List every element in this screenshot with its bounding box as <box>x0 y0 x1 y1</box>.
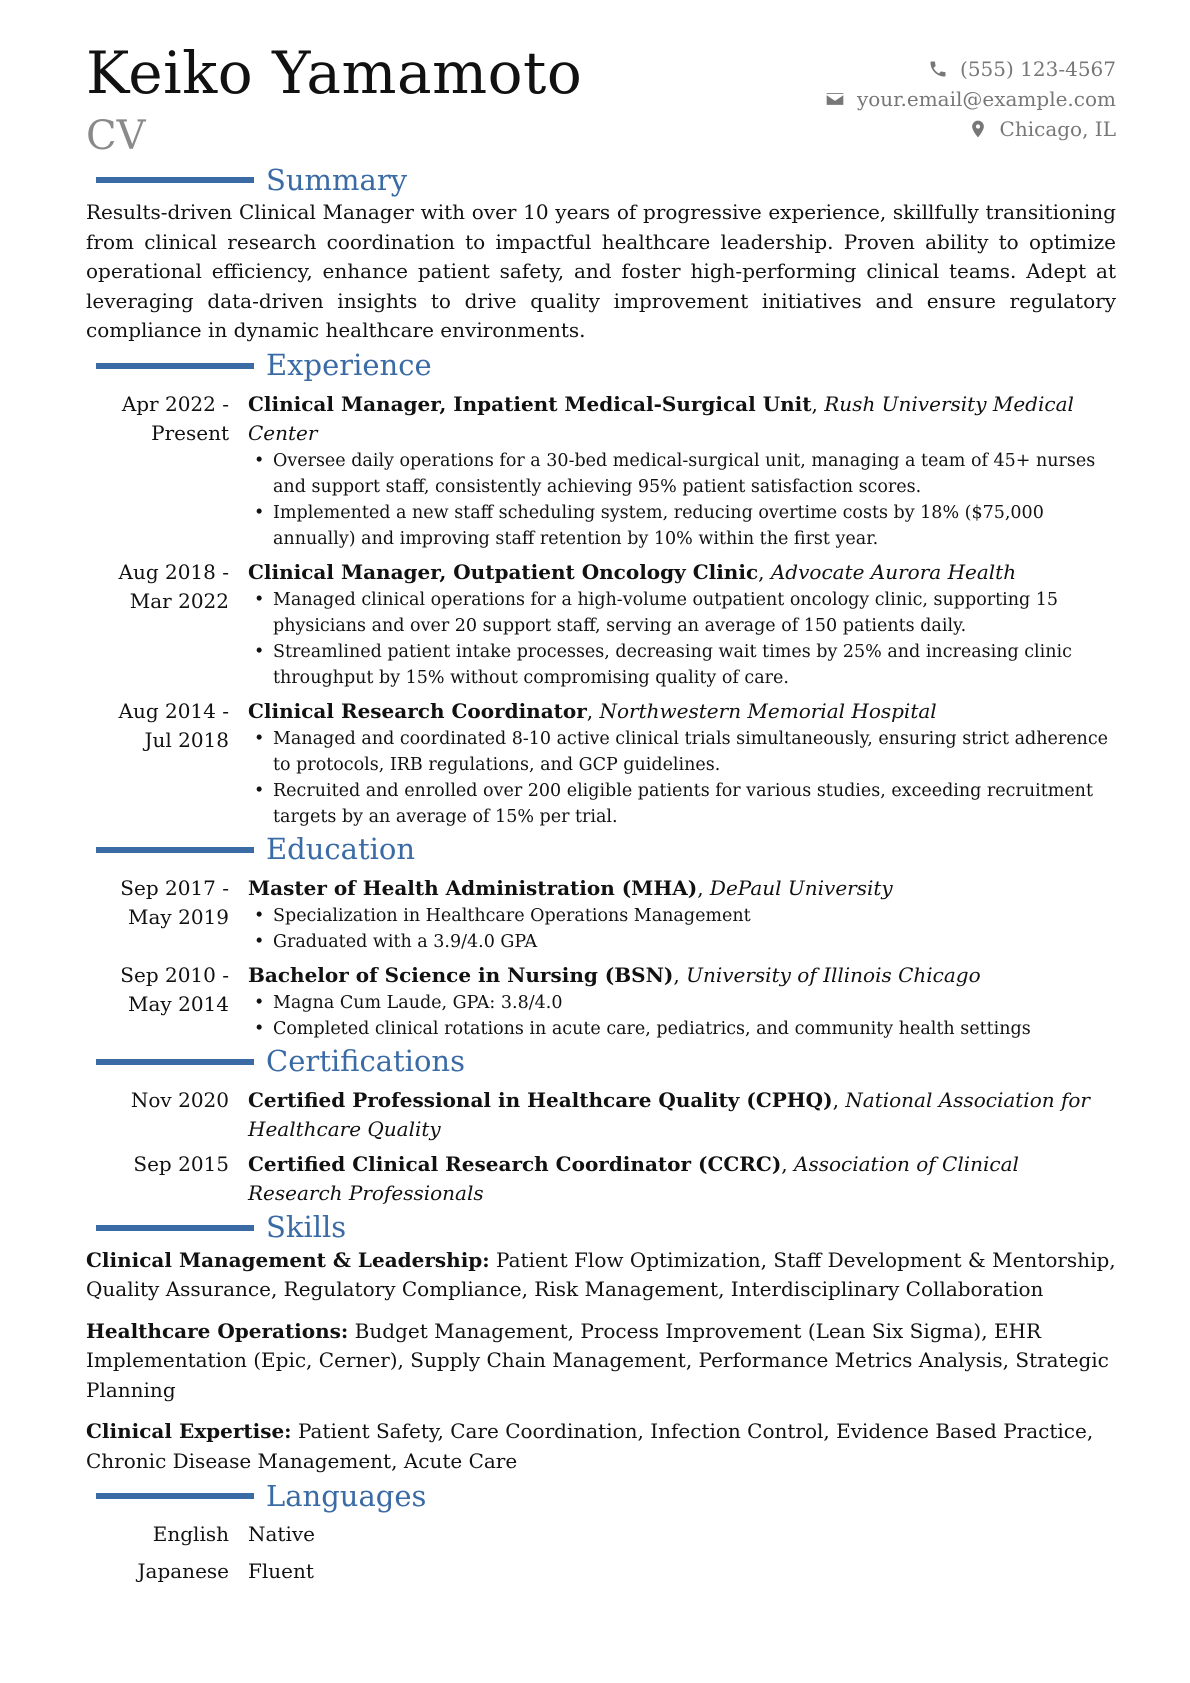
bullet-list <box>248 587 1116 691</box>
entry-heading: Certified Professional in Healthcare Quality (CPHQ), National Association for Healthcare Quality <box>248 1087 1090 1141</box>
section-title: Skills <box>266 1210 347 1244</box>
resume-header <box>86 40 1116 158</box>
phone-icon <box>928 59 948 79</box>
education-entry <box>86 961 1116 1042</box>
list-item: • Recruited and enrolled over 200 eligible patients for various studies, exceeding recruitment targets by an average of 15% per trial. <box>273 778 1116 830</box>
list-item: • Graduated with a 3.9/4.0 GPA <box>273 929 1116 955</box>
skill-group-text: Patient Flow Optimization, Staff Development & Mentorship, Quality Assurance, Regulatory Compliance, Risk Management, Interdisciplinary Collaboration <box>86 1247 1116 1301</box>
skill-group-label: Clinical Expertise: <box>86 1419 292 1443</box>
list-item: • Implemented a new staff scheduling system, reducing overtime costs by 18% ($75,000 annually) and improving staff retention by 10% within the first year. <box>273 500 1116 552</box>
list-item: • Specialization in Healthcare Operations Management <box>273 903 1116 929</box>
organization: Northwestern Memorial Hospital <box>599 698 937 723</box>
section-heading <box>86 832 1116 868</box>
section-rule <box>96 1059 254 1065</box>
entry-date: Apr 2022 - Present <box>121 391 229 445</box>
organization: Advocate Aurora Health <box>770 559 1017 584</box>
envelope-icon <box>825 89 845 109</box>
language-level: Fluent <box>248 1559 314 1583</box>
list-item: • Managed and coordinated 8-10 active clinical trials simultaneously, ensuring strict adherence to protocols, IRB regulations, and GCP guidelines. <box>273 726 1116 778</box>
contact-info <box>825 54 1116 144</box>
section-heading <box>86 162 1116 198</box>
language-name: Japanese <box>137 1559 229 1583</box>
phone-text[interactable]: (555) 123-4567 <box>960 57 1116 81</box>
skill-group <box>86 1317 1116 1406</box>
skill-group <box>86 1417 1116 1476</box>
entry-heading: Certified Clinical Research Coordinator (CCRC), Association of Clinical Research Professionals <box>248 1151 1019 1205</box>
organization: Rush University Medical Center <box>248 391 1074 445</box>
skill-group-label: Clinical Management & Leadership: <box>86 1247 490 1272</box>
degree-title: Master of Health Administration (MHA) <box>248 875 698 900</box>
skills-section <box>86 1210 1116 1477</box>
language-level: Native <box>248 1522 315 1546</box>
section-title: Certifications <box>266 1044 465 1078</box>
list-item: • Oversee daily operations for a 30-bed medical-surgical unit, managing a team of 45+ nurses and support staff, consistently achieving 95% patient satisfaction scores. <box>273 448 1116 500</box>
entry-heading: Bachelor of Science in Nursing (BSN), University of Illinois Chicago <box>248 962 981 987</box>
map-marker-icon <box>968 119 988 139</box>
email-text[interactable]: your.email@example.com <box>856 87 1116 111</box>
language-entry <box>86 1555 1116 1588</box>
entry-date: Aug 2018 - Mar 2022 <box>118 559 229 613</box>
skill-group-label: Healthcare Operations: <box>86 1318 349 1343</box>
language-name: English <box>152 1522 229 1546</box>
issuer: Association of Clinical Research Professionals <box>248 1151 1019 1205</box>
contact-location <box>825 114 1116 144</box>
entry-heading: Master of Health Administration (MHA), DePaul University <box>248 875 893 900</box>
candidate-name: Keiko Yamamoto <box>86 39 583 107</box>
section-title: Experience <box>266 348 432 382</box>
entry-date: Nov 2020 <box>130 1087 229 1112</box>
section-rule <box>96 363 254 369</box>
bullet-list <box>248 990 1116 1042</box>
summary-section <box>86 162 1116 346</box>
contact-phone <box>825 54 1116 84</box>
list-item: • Completed clinical rotations in acute care, pediatrics, and community health settings <box>273 1016 1116 1042</box>
certification-entry <box>86 1086 1116 1144</box>
section-title: Education <box>266 832 416 866</box>
job-title: Clinical Manager, Outpatient Oncology Clinic <box>248 559 759 584</box>
entry-date: Sep 2015 <box>133 1151 229 1176</box>
entry-body <box>248 697 1116 830</box>
education-entry <box>86 874 1116 955</box>
experience-entry <box>86 558 1116 691</box>
entry-heading: Clinical Manager, Outpatient Oncology Clinic, Advocate Aurora Health <box>248 559 1017 584</box>
certification-title: Certified Clinical Research Coordinator (CCRC) <box>248 1151 782 1176</box>
document-subtitle: CV <box>86 113 146 159</box>
section-title: Summary <box>266 162 408 197</box>
institution: University of Illinois Chicago <box>686 962 981 987</box>
entry-date: Sep 2010 - May 2014 <box>120 962 229 1016</box>
education-section <box>86 832 1116 1042</box>
list-item: • Magna Cum Laude, GPA: 3.8/4.0 <box>273 990 1116 1016</box>
experience-entry <box>86 697 1116 830</box>
issuer: National Association for Healthcare Quality <box>248 1087 1090 1141</box>
entry-body <box>248 874 1116 955</box>
section-heading <box>86 348 1116 384</box>
job-title: Clinical Manager, Inpatient Medical-Surgical Unit <box>248 391 812 416</box>
section-heading <box>86 1210 1116 1246</box>
certification-title: Certified Professional in Healthcare Quality (CPHQ) <box>248 1087 833 1112</box>
section-rule <box>96 847 254 853</box>
job-title: Clinical Research Coordinator <box>248 698 587 723</box>
institution: DePaul University <box>709 875 893 900</box>
entry-heading: Clinical Research Coordinator, Northwestern Memorial Hospital <box>248 698 937 723</box>
entry-date: Aug 2014 - Jul 2018 <box>118 698 229 752</box>
experience-section <box>86 348 1116 830</box>
skill-group-text: Budget Management, Process Improvement (Lean Six Sigma), EHR Implementation (Epic, Cerner), Supply Chain Management, Performance Metrics Analysis, Strategic Planning <box>86 1318 1109 1402</box>
entry-body <box>248 390 1116 552</box>
section-rule <box>96 1225 254 1231</box>
bullet-list <box>248 448 1116 552</box>
certification-entry <box>86 1150 1116 1208</box>
entry-body <box>248 1150 1116 1208</box>
bullet-list <box>248 903 1116 955</box>
experience-entry <box>86 390 1116 552</box>
section-rule <box>96 177 254 183</box>
bullet-list <box>248 726 1116 830</box>
resume-page <box>86 40 1116 1588</box>
certifications-section <box>86 1044 1116 1208</box>
list-item: • Managed clinical operations for a high-volume outpatient oncology clinic, supporting 15 physicians and over 20 support staff, serving an average of 150 patients daily. <box>273 587 1116 639</box>
skill-group <box>86 1246 1116 1305</box>
list-item: • Streamlined patient intake processes, decreasing wait times by 25% and increasing clinic throughput by 15% without compromising quality of care. <box>273 639 1116 691</box>
section-title: Languages <box>266 1478 427 1513</box>
contact-email <box>825 84 1116 114</box>
skill-group-text: Patient Safety, Care Coordination, Infection Control, Evidence Based Practice, Chronic Disease Management, Acute Care <box>86 1419 1094 1473</box>
degree-title: Bachelor of Science in Nursing (BSN) <box>248 962 674 987</box>
languages-section <box>86 1478 1116 1588</box>
summary-text: Results-driven Clinical Manager with over 10 years of progressive experience, skillfully transitioning from clinical research coordination to impactful healthcare leadership. Proven ability to optimize operational efficiency, enhance patient safety, and foster high-performing clinical teams. Adept at leveraging data-driven insights to drive quality improvement initiatives and ensure regulatory compliance in dynamic healthcare environments. <box>86 200 1116 342</box>
entry-heading: Clinical Manager, Inpatient Medical-Surgical Unit, Rush University Medical Center <box>248 391 1074 445</box>
entry-body <box>248 961 1116 1042</box>
language-entry <box>86 1518 1116 1551</box>
location-text: Chicago, IL <box>999 117 1116 141</box>
section-rule <box>96 1493 254 1499</box>
entry-date: Sep 2017 - May 2019 <box>120 875 229 929</box>
section-heading <box>86 1044 1116 1080</box>
entry-body <box>248 1086 1116 1144</box>
section-heading <box>86 1478 1116 1514</box>
entry-body <box>248 558 1116 691</box>
